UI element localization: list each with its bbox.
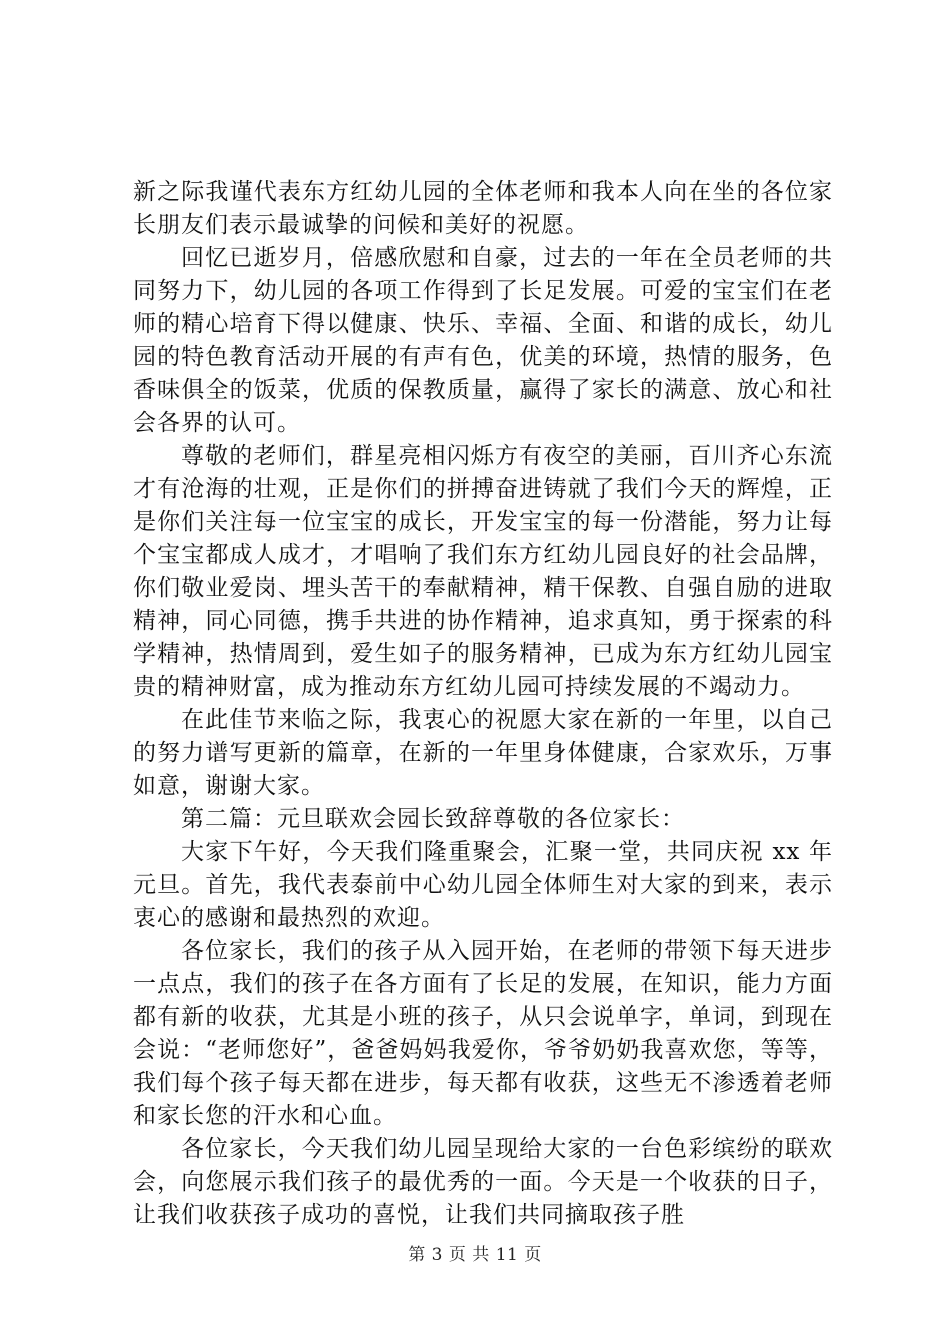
- paragraph-4: 在此佳节来临之际，我衷心的祝愿大家在新的一年里，以自己的努力谱写更新的篇章，在新的一年里身体健康，合家欢乐，万事如意，谢谢大家。: [133, 707, 833, 799]
- paragraph-6: 各位家长，我们的孩子从入园开始，在老师的带领下每天进步一点点，我们的孩子在各方面有了长足的发展，在知识，能力方面都有新的收获，尤其是小班的孩子，从只会说单字，单词，到现在会说：“老师您好”，爸爸妈妈我爱你，爷爷奶奶我喜欢您，等等，我们每个孩子每天都在进步，每天都有收获，这些无不渗透着老师和家长您的汗水和心血。: [133, 938, 833, 1129]
- paragraph-1: 新之际我谨代表东方红幼儿园的全体老师和我本人向在坐的各位家长朋友们表示最诚挚的问候和美好的祝愿。: [133, 179, 833, 238]
- paragraph-7: 各位家长，今天我们幼儿园呈现给大家的一台色彩缤纷的联欢会，向您展示我们孩子的最优秀的一面。今天是一个收获的日子，让我们收获孩子成功的喜悦，让我们共同摘取孩子胜: [133, 1136, 833, 1228]
- paragraph-3: 尊敬的老师们，群星亮相闪烁方有夜空的美丽，百川齐心东流才有沧海的壮观，正是你们的拼搏奋进铸就了我们今天的辉煌，正是你们关注每一位宝宝的成长，开发宝宝的每一份潜能，努力让每个宝宝都成人成才，才唱响了我们东方红幼儿园良好的社会品牌，你们敬业爱岗、埋头苦干的奉献精神，精干保教、自强自励的进取精神，同心同德，携手共进的协作精神，追求真知，勇于探索的科学精神，热情周到，爱生如子的服务精神，已成为东方红幼儿园宝贵的精神财富，成为推动东方红幼儿园可持续发展的不竭动力。: [133, 443, 833, 700]
- page-footer: 第 3 页 共 11 页: [408, 1245, 542, 1265]
- paragraph-2: 回忆已逝岁月，倍感欣慰和自豪，过去的一年在全员老师的共同努力下，幼儿园的各项工作得到了长足发展。可爱的宝宝们在老师的精心培育下得以健康、快乐、幸福、全面、和谐的成长，幼儿园的特色教育活动开展的有声有色，优美的环境，热情的服务，色香味俱全的饭菜，优质的保教质量，赢得了家长的满意、放心和社会各界的认可。: [133, 245, 833, 436]
- paragraph-5: 大家下午好，今天我们隆重聚会，汇聚一堂，共同庆祝 xx 年元旦。首先，我代表泰前中心幼儿园全体师生对大家的到来，表示衷心的感谢和最热烈的欢迎。: [133, 839, 833, 931]
- document-body: [133, 176, 833, 1232]
- section-heading: 第二篇：元旦联欢会园长致辞尊敬的各位家长：: [181, 806, 685, 832]
